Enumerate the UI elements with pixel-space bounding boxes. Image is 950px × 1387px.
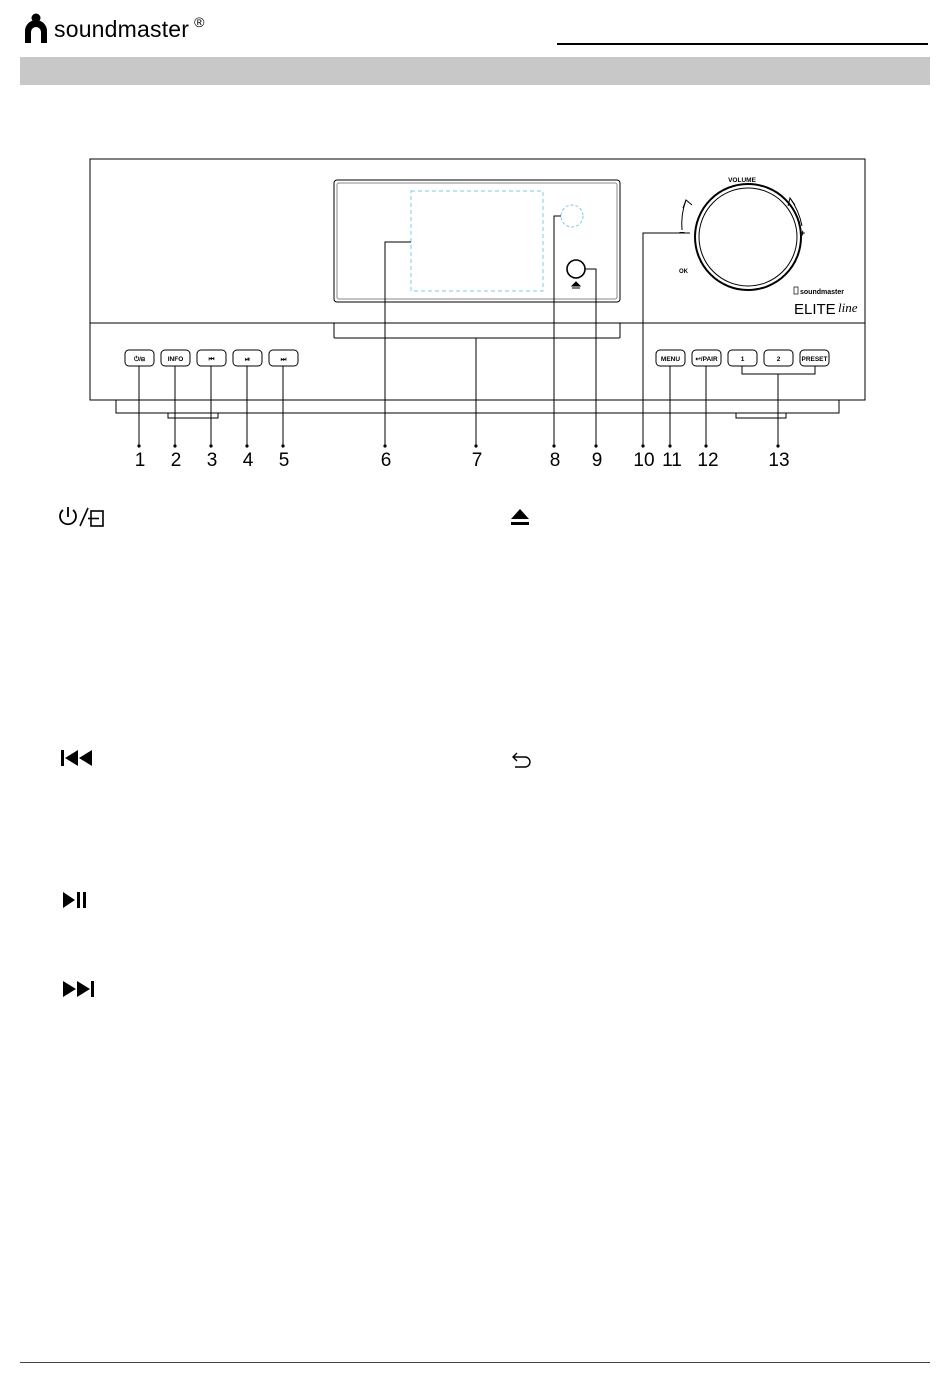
callout-3: 3 [206,450,218,471]
callout-2: 2 [170,450,182,471]
callout-12: 12 [697,450,719,471]
footer-rule [20,1362,930,1363]
button-preset: PRESET [801,356,828,363]
callout-6: 6 [380,450,392,471]
play-pause-icon [62,891,88,909]
power-mode-icon [58,506,106,530]
badge-model: ELITE [794,301,836,318]
device-brand-badge [794,287,858,318]
knob-ok-label: OK [679,269,688,275]
callout-10: 10 [633,450,655,471]
button-info: INFO [167,356,184,363]
eject-icon [509,507,531,527]
button-menu: MENU [660,356,681,363]
device-front-diagram [0,0,950,480]
button-power-mode: ⏻/⊟ [133,356,146,363]
back-arrow-icon [510,752,532,770]
skip-previous-icon [60,749,94,767]
callout-11: 11 [662,450,682,471]
callout-7: 7 [471,450,483,471]
callout-8: 8 [549,450,561,471]
button-preset-2: 2 [776,356,781,363]
knob-minus-label: − [679,228,685,239]
skip-next-icon [62,980,96,998]
brand-name: soundmaster [54,16,190,42]
badge-line: line [838,300,858,315]
callout-4: 4 [242,450,254,471]
callout-5: 5 [278,450,290,471]
callout-13: 13 [768,450,790,471]
registered-mark: ® [194,14,205,30]
button-next: ⏭ [280,356,287,363]
badge-brand: soundmaster [800,289,844,296]
button-preset-1: 1 [740,356,745,363]
callout-1: 1 [134,450,146,471]
knob-plus-label: + [800,228,806,238]
button-play-pause: ⏯ [244,356,251,363]
button-prev: ⏮ [208,356,215,363]
callout-9: 9 [591,450,603,471]
knob-volume-label: VOLUME [728,177,756,184]
button-back-pair: ↩/PAIR [695,356,718,363]
